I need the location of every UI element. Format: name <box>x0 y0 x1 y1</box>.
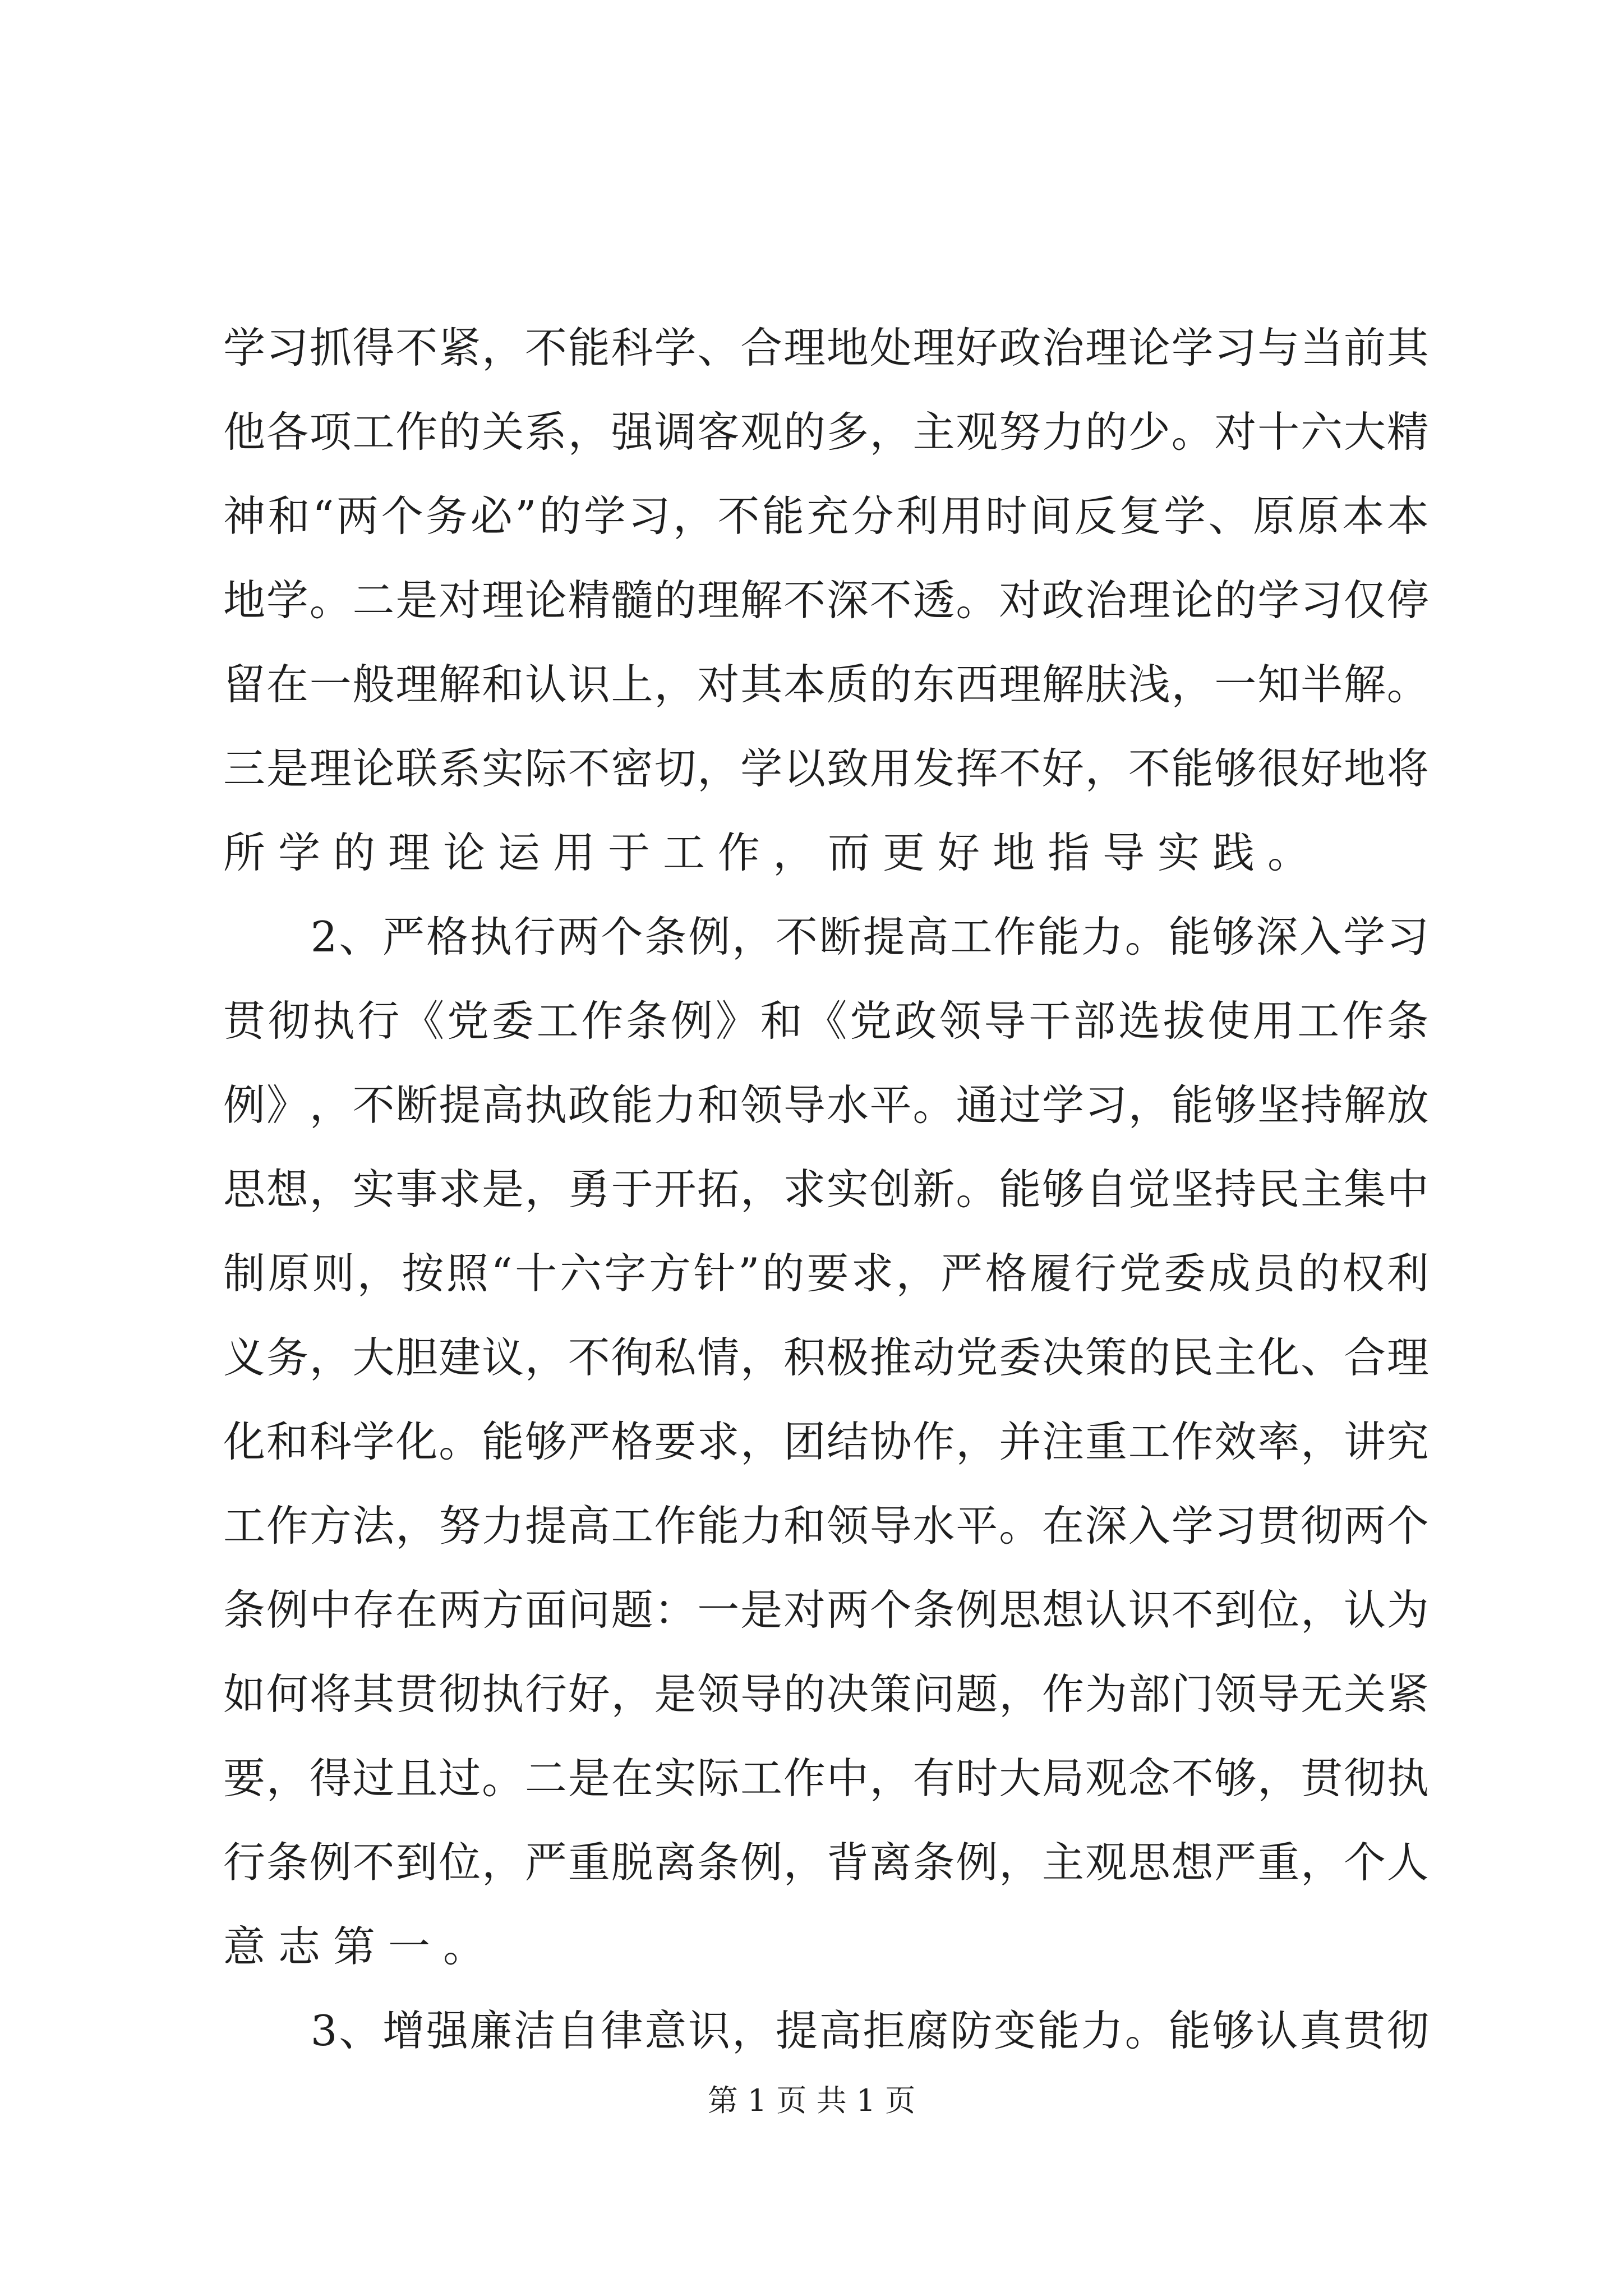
text-line: 神 和 “ 两 个 务 必 ” 的 学 习 ， 不 能 充 分 利 用 时 间 反 复 学 、 原 原 本 本 <box>223 491 1429 541</box>
text-line: 制 原 则 ， 按 照 “ 十 六 字 方 针 ” 的 要 求 ， 严 格 履 行 党 委 成 员 的 权 利 <box>223 1249 1429 1298</box>
text-line: 化 和 科 学 化 。 能 够 严 格 要 求 ， 团 结 协 作 ， 并 注 重 工 作 效 率 ， 讲 究 <box>223 1417 1429 1466</box>
text-line: 地 学 。 二 是 对 理 论 精 髓 的 理 解 不 深 不 透 。 对 政 治 理 论 的 学 习 仅 停 <box>223 576 1429 625</box>
text-line: 学 习 抓 得 不 紧 ， 不 能 科 学 、 合 理 地 处 理 好 政 治 理 论 学 习 与 当 前 其 <box>223 323 1429 372</box>
text-line: 他 各 项 工 作 的 关 系 ， 强 调 客 观 的 多 ， 主 观 努 力 的 少 。 对 十 六 大 精 <box>223 407 1429 457</box>
text-line: 要 ， 得 过 且 过 。 二 是 在 实 际 工 作 中 ， 有 时 大 局 观 念 不 够 ， 贯 彻 执 <box>223 1754 1429 1803</box>
text-line: 意志第一。 <box>223 1922 499 1971</box>
text-line: 行 条 例 不 到 位 ， 严 重 脱 离 条 例 ， 背 离 条 例 ， 主 观 思 想 严 重 ， 个 人 <box>223 1838 1429 1887</box>
text-line: 如 何 将 其 贯 彻 执 行 好 ， 是 领 导 的 决 策 问 题 ， 作 为 部 门 领 导 无 关 紧 <box>223 1669 1429 1719</box>
text-line: 义 务 ， 大 胆 建 议 ， 不 徇 私 情 ， 积 极 推 动 党 委 决 策 的 民 主 化 、 合 理 <box>223 1333 1429 1382</box>
text-line: 例 》 ， 不 断 提 高 执 政 能 力 和 领 导 水 平 。 通 过 学 习 ， 能 够 坚 持 解 放 <box>223 1080 1429 1130</box>
page-footer: 第 1 页 共 1 页 <box>707 2083 916 2118</box>
text-line: 3 、 增 强 廉 洁 自 律 意 识 ， 提 高 拒 腐 防 变 能 力 。 能 够 认 真 贯 彻 <box>310 2006 1429 2055</box>
text-line: 三 是 理 论 联 系 实 际 不 密 切 ， 学 以 致 用 发 挥 不 好 ， 不 能 够 很 好 地 将 <box>223 744 1429 793</box>
text-line: 所学的理论运用于工作，而更好地指导实践。 <box>223 828 1323 877</box>
text-line: 条 例 中 存 在 两 方 面 问 题 ： 一 是 对 两 个 条 例 思 想 认 识 不 到 位 ， 认 为 <box>223 1585 1429 1635</box>
body-text <box>223 306 1429 2073</box>
text-line: 2 、 严 格 执 行 两 个 条 例 ， 不 断 提 高 工 作 能 力 。 能 够 深 入 学 习 <box>310 912 1429 961</box>
text-line: 思 想 ， 实 事 求 是 ， 勇 于 开 拓 ， 求 实 创 新 。 能 够 自 觉 坚 持 民 主 集 中 <box>223 1165 1429 1214</box>
text-line: 工 作 方 法 ， 努 力 提 高 工 作 能 力 和 领 导 水 平 。 在 深 入 学 习 贯 彻 两 个 <box>223 1501 1429 1550</box>
text-line: 贯 彻 执 行 《 党 委 工 作 条 例 》 和 《 党 政 领 导 干 部 选 拔 使 用 工 作 条 <box>223 996 1429 1046</box>
text-line: 留 在 一 般 理 解 和 认 识 上 ， 对 其 本 质 的 东 西 理 解 肤 浅 ， 一 知 半 解 。 <box>223 660 1429 709</box>
